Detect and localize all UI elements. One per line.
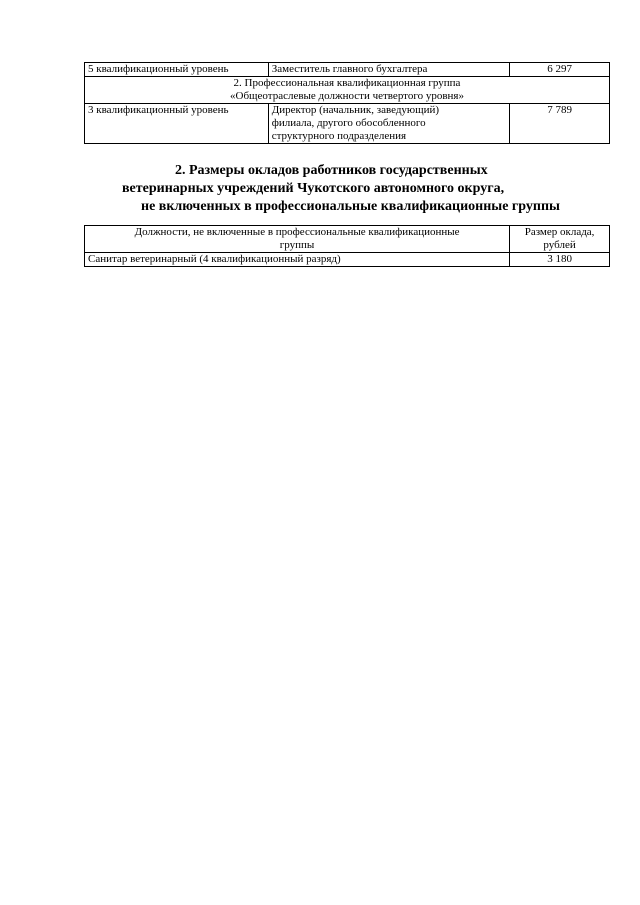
table-row — [85, 63, 610, 77]
header-line: Должности, не включенные в профессиональные квалификационные — [134, 226, 460, 238]
section-title — [84, 162, 610, 216]
header-line: Размер оклада, — [524, 226, 595, 238]
table-row — [85, 104, 610, 144]
table-row-group-header — [85, 77, 610, 104]
group-title-line: 2. Профессиональная квалификационная группа — [233, 77, 461, 89]
group-header-cell — [85, 77, 610, 104]
position-line: структурного подразделения — [271, 130, 407, 142]
header-line: рублей — [543, 239, 576, 251]
salary-cell: 7 789 — [510, 104, 610, 144]
salary-cell: 6 297 — [510, 63, 610, 77]
salary-cell: 3 180 — [510, 253, 610, 267]
salary-table-other-positions — [84, 225, 610, 267]
table-header-row — [85, 226, 610, 253]
position-line: филиала, другого обособленного — [271, 117, 426, 129]
table-row — [85, 253, 610, 267]
position-cell — [268, 104, 509, 144]
section-title-line: не включенных в профессиональные квалификационные группы — [141, 199, 560, 214]
qualification-level-cell: 5 квалификационный уровень — [85, 63, 269, 77]
position-cell: Заместитель главного бухгалтера — [268, 63, 509, 77]
salary-table-groups — [84, 62, 610, 144]
group-name-line: «Общеотраслевые должности четвертого уровня» — [230, 90, 464, 102]
header-line: группы — [279, 239, 315, 251]
section-title-line: ветеринарных учреждений Чукотского автономного округа, — [122, 181, 505, 196]
qualification-level-cell: 3 квалификационный уровень — [85, 104, 269, 144]
position-cell: Санитар ветеринарный (4 квалификационный разряд) — [85, 253, 510, 267]
position-line: Директор (начальник, заведующий) — [271, 104, 440, 116]
position-header-cell — [85, 226, 510, 253]
salary-header-cell — [510, 226, 610, 253]
section-title-line: 2. Размеры окладов работников государственных — [175, 163, 488, 178]
